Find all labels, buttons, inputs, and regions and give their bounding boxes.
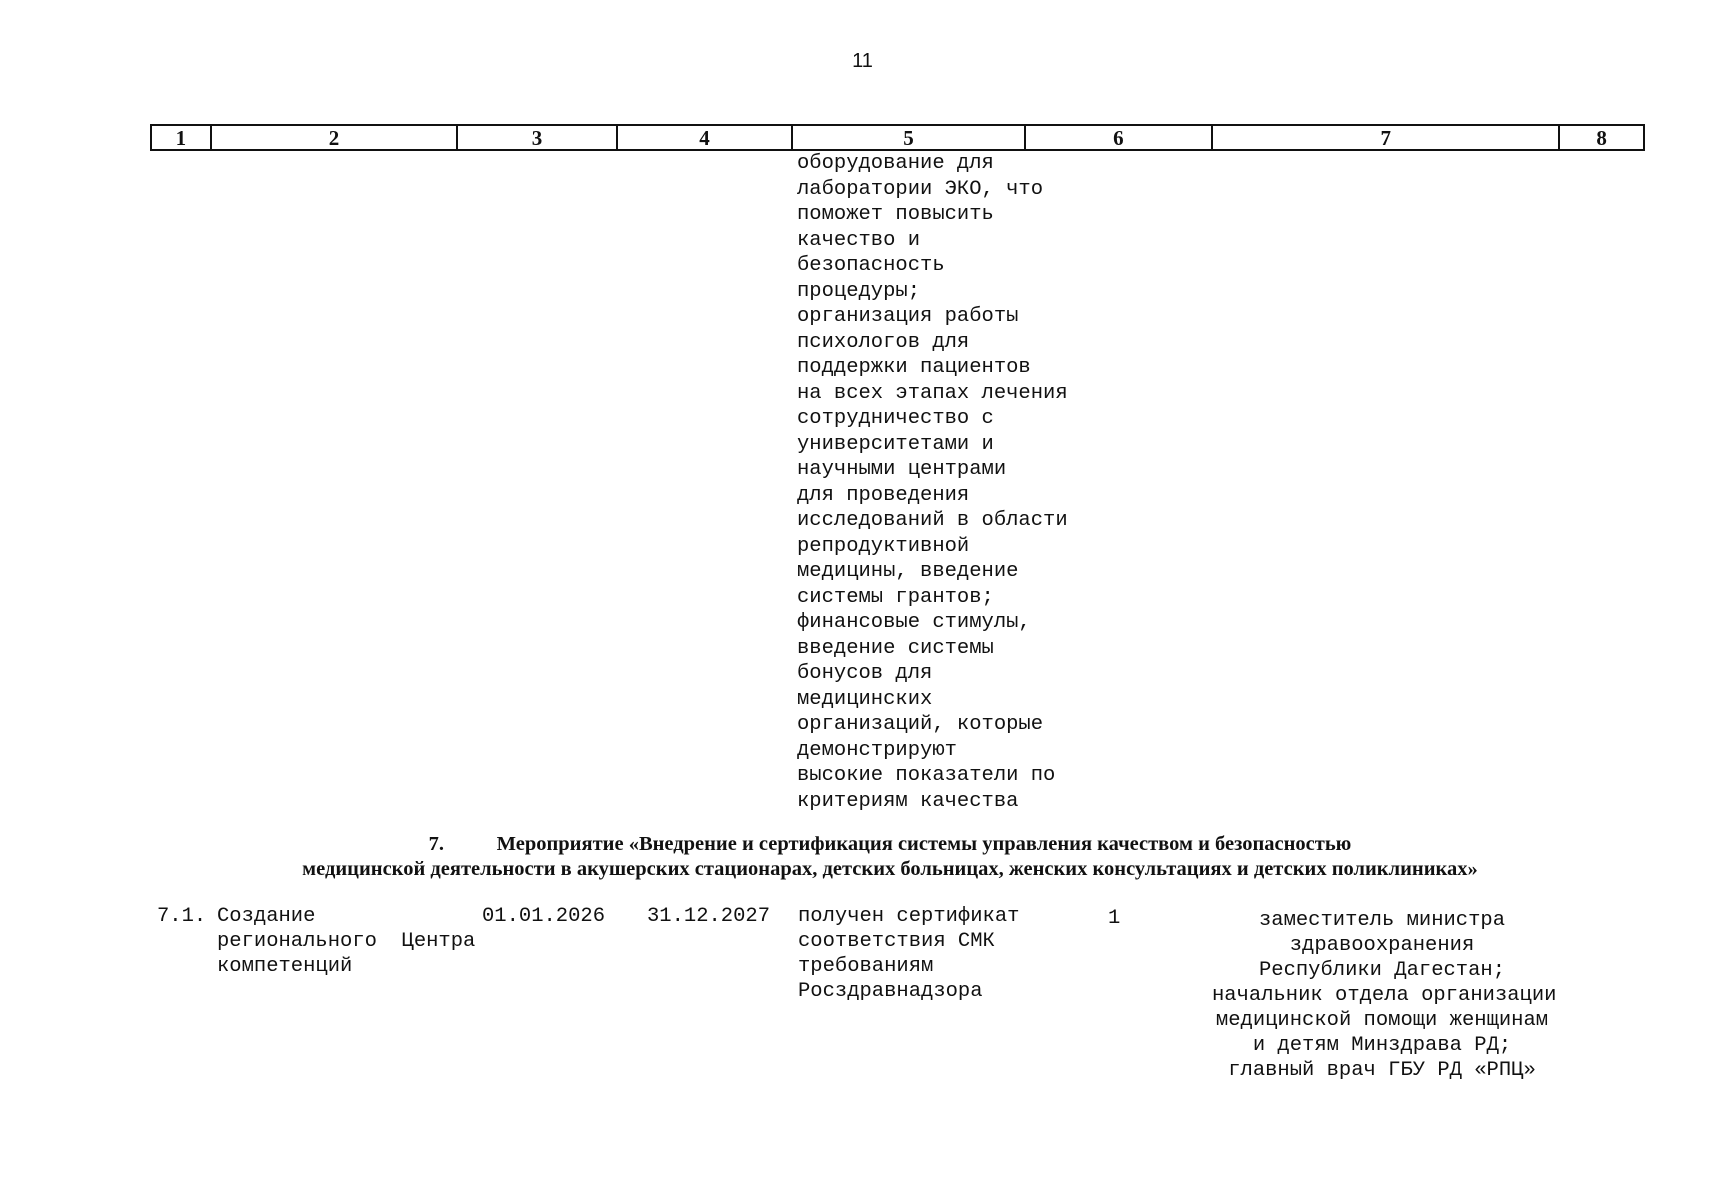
column-header-3: 3 bbox=[456, 126, 616, 149]
continued-cell-text: оборудование для лаборатории ЭКО, что поможет повысить качество и безопасность процедуры; организация работы психологов для поддержки пациентов на всех этапах лечения сотрудничество с университетами и научными центрами для проведения исследований в области репродуктивной медицины, введение системы грантов; финансовые стимулы, введение системы бонусов для медицинских организаций, которые демонстрируют высокие показатели по критериям качества bbox=[797, 152, 1068, 813]
section-heading bbox=[160, 832, 1620, 882]
page-number: 11 bbox=[852, 50, 873, 72]
column-header-4: 4 bbox=[616, 126, 792, 149]
row-start-date: 01.01.2026 bbox=[482, 905, 606, 928]
section-title-line-2: медицинской деятельности в акушерских стационарах, детских больницах, женских консультациях и детских поликлиниках» bbox=[302, 858, 1478, 880]
row-value: 1 bbox=[1108, 907, 1121, 930]
section-number: 7. bbox=[428, 833, 445, 855]
column-header-5: 5 bbox=[791, 126, 1023, 149]
row-number: 7.1. bbox=[157, 905, 207, 928]
row-result: получен сертификат соответствия СМК требованиям Росздравнадзора bbox=[798, 905, 1020, 1003]
column-header-8: 8 bbox=[1558, 126, 1643, 149]
row-responsible: заместитель министра здравоохранения Республики Дагестан; начальник отдела организации медицинской помощи женщинам и детям Минздрава РД; главный врач ГБУ РД «РПЦ» bbox=[1212, 909, 1557, 1082]
column-header-7: 7 bbox=[1211, 126, 1558, 149]
column-header-1: 1 bbox=[175, 126, 187, 150]
table-header-row bbox=[150, 124, 1645, 151]
column-header-2: 2 bbox=[210, 126, 456, 149]
column-header-6: 6 bbox=[1024, 126, 1212, 149]
row-end-date: 31.12.2027 bbox=[647, 905, 771, 928]
section-title-line-1: Мероприятие «Внедрение и сертификация системы управления качеством и безопасностью bbox=[496, 833, 1352, 855]
row-activity-name: Создание регионального Центра компетенций bbox=[217, 905, 476, 978]
